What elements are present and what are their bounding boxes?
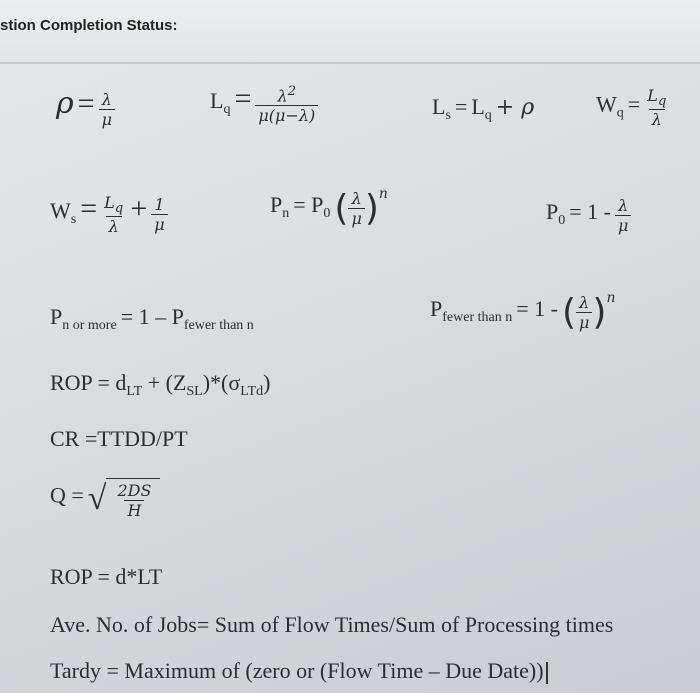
wq-den: λ xyxy=(649,109,665,129)
rho-eq: = xyxy=(77,87,95,120)
p0-den: μ xyxy=(615,215,631,235)
rho-den: μ xyxy=(99,109,115,129)
ws-sub: s xyxy=(70,212,77,227)
pnmore-lhs: P xyxy=(50,304,63,329)
ws-eq: = xyxy=(80,192,98,225)
formula-cr xyxy=(50,426,188,452)
ws-num1: L xyxy=(104,192,115,212)
pfewer-lhs: P xyxy=(430,296,443,321)
lq-num: λ xyxy=(277,86,288,105)
formula-wq xyxy=(596,86,669,129)
pfewer-fraction xyxy=(576,293,592,332)
pn-p0-sub: 0 xyxy=(323,206,331,221)
p0-num: λ xyxy=(618,196,629,215)
wq-sub: q xyxy=(616,105,624,121)
formula-pfewer: Pfewer than n = 1 - ( $\frac{\lambda}{\mu}$ )n xyxy=(430,290,616,333)
ws-num1-sub: q xyxy=(114,200,124,216)
formula-pn: Pn = P0 ( $\frac{\lambda}{\mu}$ )n xyxy=(270,186,388,229)
lq-sub: q xyxy=(223,102,231,117)
formula-sheet xyxy=(0,64,700,693)
cr-text: CR =TTDD/PT xyxy=(50,426,188,451)
rop-d: ) xyxy=(263,370,271,395)
wq-eq: = xyxy=(627,91,641,117)
pn-sub: n xyxy=(282,206,290,221)
q-den: H xyxy=(124,500,144,520)
rop-a-sub: LT xyxy=(126,384,143,399)
pn-den: μ xyxy=(348,208,364,228)
tardy-text: Tardy = Maximum of (zero or (Flow Time – Due Date)) xyxy=(50,658,544,683)
pnmore-eq: = 1 – P xyxy=(120,304,184,329)
formula-lq xyxy=(210,82,318,125)
lq-eq: = xyxy=(234,82,252,115)
pn-lhs: P xyxy=(270,192,283,217)
rop-b-sub: SL xyxy=(186,384,203,399)
pnmore-sub: n or more xyxy=(62,318,117,333)
ls-rhs-sub: q xyxy=(484,108,492,123)
ls-eq: = xyxy=(454,94,468,119)
pfewer-eq: = 1 - xyxy=(516,296,558,321)
rho-num: λ xyxy=(101,89,112,109)
ws-fraction-1 xyxy=(101,193,126,236)
ws-num2: 1 xyxy=(154,194,165,214)
ws-den2: μ xyxy=(151,214,167,234)
rho-symbol: ρ xyxy=(56,86,74,121)
sqrt-sign: √ xyxy=(87,480,107,517)
ls-rhs-a: L xyxy=(471,94,485,119)
p0-sub: 0 xyxy=(558,213,566,229)
p0-fraction xyxy=(615,196,631,235)
wq-num-sub: q xyxy=(657,94,667,110)
q-fraction xyxy=(114,481,154,520)
wq-fraction xyxy=(644,86,669,129)
formula-rop-simple xyxy=(50,564,162,590)
formula-eoq xyxy=(50,478,160,520)
page-title: stion Completion Status: xyxy=(0,17,178,34)
p0-eq: = 1 - xyxy=(569,199,611,225)
pfewer-sub: fewer than n xyxy=(442,310,513,325)
lq-fraction xyxy=(255,84,318,125)
p0-lhs: P xyxy=(546,199,559,225)
q-lhs: Q = xyxy=(50,482,84,508)
rop-a: ROP = d xyxy=(50,370,127,395)
pn-eq: = P xyxy=(293,192,324,217)
ls-rhs-b: + ρ xyxy=(495,95,535,120)
wq-lhs: W xyxy=(596,91,617,117)
pn-fraction xyxy=(348,189,364,228)
pfewer-num: λ xyxy=(579,292,590,312)
lq-den: μ(μ−λ) xyxy=(255,105,318,125)
formula-ls xyxy=(432,94,534,124)
ws-fraction-2 xyxy=(151,195,167,234)
rho-fraction xyxy=(99,90,115,129)
formula-pn-or-more xyxy=(50,304,254,334)
header-bar xyxy=(0,0,700,64)
formula-p0 xyxy=(546,196,631,235)
ave-jobs-text: Ave. No. of Jobs= Sum of Flow Times/Sum of Processing times xyxy=(50,612,614,637)
ws-den1: λ xyxy=(106,216,122,236)
pn-num: λ xyxy=(351,188,362,208)
ws-plus: + xyxy=(130,192,148,225)
rop-c: )*(σ xyxy=(202,370,241,395)
formula-rho xyxy=(56,86,115,129)
pfewer-exp: n xyxy=(606,290,616,306)
pnmore-rhs-sub: fewer than n xyxy=(183,318,254,333)
rop-simple-text: ROP = d*LT xyxy=(50,564,163,589)
formula-ave-jobs xyxy=(50,612,613,638)
formula-tardy xyxy=(50,658,548,684)
ls-sub: s xyxy=(445,108,451,123)
ws-lhs: W xyxy=(50,198,71,223)
text-cursor xyxy=(546,662,548,684)
wq-num: L xyxy=(647,86,658,105)
formula-ws xyxy=(50,192,168,236)
ls-lhs: L xyxy=(432,94,446,119)
lq-lhs: L xyxy=(210,88,224,113)
q-num: 2DS xyxy=(117,481,152,500)
pn-exp: n xyxy=(378,186,388,202)
pfewer-den: μ xyxy=(576,312,592,332)
formula-rop-safety xyxy=(50,370,270,400)
sqrt-body xyxy=(106,478,160,520)
rop-b: + (Z xyxy=(142,370,187,395)
rop-c-sub: LTd xyxy=(240,384,264,399)
lq-num-sup: 2 xyxy=(287,83,297,99)
